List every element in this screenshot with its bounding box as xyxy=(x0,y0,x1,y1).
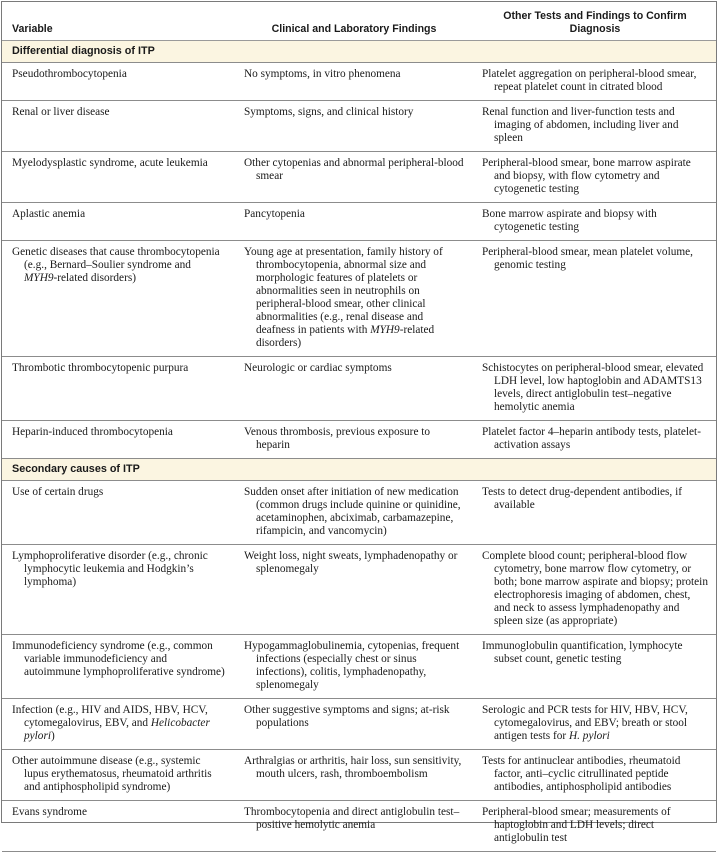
table-row xyxy=(2,357,716,421)
variable-cell: Evans syndrome xyxy=(2,801,234,852)
confirm-tests-cell: Platelet factor 4–heparin antibody tests, platelet-activation assays xyxy=(472,421,716,459)
table-row xyxy=(2,545,716,635)
header-row xyxy=(2,2,716,41)
variable-cell: Use of certain drugs xyxy=(2,481,234,545)
table-row xyxy=(2,241,716,357)
clinical-findings-cell: Young age at presentation, family history of thrombocytopenia, abnormal size and morphologic features of platelets or abnormalities seen in neutrophils on peripheral-blood smear, other clinical abnormalities (e.g., renal disease and deafness in patients with MYH9-related disorders) xyxy=(234,241,472,357)
variable-cell: Genetic diseases that cause thrombocytopenia (e.g., Bernard–Soulier syndrome and MYH9-related disorders) xyxy=(2,241,234,357)
variable-cell: Immunodeficiency syndrome (e.g., common variable immunodeficiency and autoimmune lymphoproliferative syndrome) xyxy=(2,635,234,699)
variable-cell: Infection (e.g., HIV and AIDS, HBV, HCV, cytomegalovirus, EBV, and Helicobacter pylori) xyxy=(2,699,234,750)
header-variable: Variable xyxy=(2,2,234,41)
clinical-findings-cell: Arthralgias or arthritis, hair loss, sun sensitivity, mouth ulcers, rash, thromboembolism xyxy=(234,750,472,801)
table-row xyxy=(2,152,716,203)
variable-cell: Renal or liver disease xyxy=(2,101,234,152)
table-row xyxy=(2,101,716,152)
table-row xyxy=(2,63,716,101)
clinical-findings-cell: Hypogammaglobulinemia, cytopenias, frequent infections (especially chest or sinus infections), colitis, lymphadenopathy, splenomegaly xyxy=(234,635,472,699)
table-row xyxy=(2,635,716,699)
clinical-findings-cell: Thrombocytopenia and direct antiglobulin test–positive hemolytic anemia xyxy=(234,801,472,852)
clinical-findings-cell: Pancytopenia xyxy=(234,203,472,241)
confirm-tests-cell: Platelet aggregation on peripheral-blood smear, repeat platelet count in citrated blood xyxy=(472,63,716,101)
clinical-findings-cell: Neurologic or cardiac symptoms xyxy=(234,357,472,421)
confirm-tests-cell: Schistocytes on peripheral-blood smear, elevated LDH level, low haptoglobin and ADAMTS13 levels, direct antiglobulin test–negative hemolytic anemia xyxy=(472,357,716,421)
header-other-tests: Other Tests and Findings to Confirm Diagnosis xyxy=(472,2,716,41)
clinical-findings-cell: Weight loss, night sweats, lymphadenopathy or splenomegaly xyxy=(234,545,472,635)
clinical-findings-cell: Symptoms, signs, and clinical history xyxy=(234,101,472,152)
confirm-tests-cell: Serologic and PCR tests for HIV, HBV, HCV, cytomegalovirus, and EBV; breath or stool antigen tests for H. pylori xyxy=(472,699,716,750)
table-row xyxy=(2,699,716,750)
table-row xyxy=(2,801,716,852)
table-row xyxy=(2,203,716,241)
confirm-tests-cell: Bone marrow aspirate and biopsy with cytogenetic testing xyxy=(472,203,716,241)
section-title: Differential diagnosis of ITP xyxy=(2,41,716,63)
variable-cell: Thrombotic thrombocytopenic purpura xyxy=(2,357,234,421)
clinical-findings-cell: Other cytopenias and abnormal peripheral-blood smear xyxy=(234,152,472,203)
table-frame xyxy=(1,1,717,844)
variable-cell: Aplastic anemia xyxy=(2,203,234,241)
itp-table xyxy=(2,2,716,852)
confirm-tests-cell: Peripheral-blood smear; measurements of haptoglobin and LDH levels; direct antiglobulin test xyxy=(472,801,716,852)
variable-cell: Other autoimmune disease (e.g., systemic lupus erythematosus, rheumatoid arthritis and antiphospholipid syndrome) xyxy=(2,750,234,801)
clinical-findings-cell: Other suggestive symptoms and signs; at-risk populations xyxy=(234,699,472,750)
section-title: Secondary causes of ITP xyxy=(2,459,716,481)
clinical-findings-cell: No symptoms, in vitro phenomena xyxy=(234,63,472,101)
confirm-tests-cell: Peripheral-blood smear, bone marrow aspirate and biopsy, with flow cytometry and cytogenetic testing xyxy=(472,152,716,203)
confirm-tests-cell: Peripheral-blood smear, mean platelet volume, genomic testing xyxy=(472,241,716,357)
section-row xyxy=(2,459,716,481)
table-row xyxy=(2,481,716,545)
variable-cell: Lymphoproliferative disorder (e.g., chronic lymphocytic leukemia and Hodgkin’s lymphoma) xyxy=(2,545,234,635)
confirm-tests-cell: Tests to detect drug-dependent antibodies, if available xyxy=(472,481,716,545)
header-clinical-findings: Clinical and Laboratory Findings xyxy=(234,2,472,41)
section-row xyxy=(2,41,716,63)
table-row xyxy=(2,421,716,459)
variable-cell: Pseudothrombocytopenia xyxy=(2,63,234,101)
confirm-tests-cell: Immunoglobulin quantification, lymphocyte subset count, genetic testing xyxy=(472,635,716,699)
variable-cell: Heparin-induced thrombocytopenia xyxy=(2,421,234,459)
confirm-tests-cell: Renal function and liver-function tests and imaging of abdomen, including liver and spleen xyxy=(472,101,716,152)
confirm-tests-cell: Tests for antinuclear antibodies, rheumatoid factor, anti–cyclic citrullinated peptide antibodies, antiphospholipid antibodies xyxy=(472,750,716,801)
confirm-tests-cell: Complete blood count; peripheral-blood flow cytometry, bone marrow flow cytometry, or both; bone marrow aspirate and biopsy; protein electrophoresis imaging of abdomen, chest, and neck to assess lymphadenopathy and spleen size (as appropriate) xyxy=(472,545,716,635)
clinical-findings-cell: Sudden onset after initiation of new medication (common drugs include quinine or quinidine, acetaminophen, abciximab, carbamazepine, rifampicin, and vancomycin) xyxy=(234,481,472,545)
clinical-findings-cell: Venous thrombosis, previous exposure to heparin xyxy=(234,421,472,459)
table-row xyxy=(2,750,716,801)
variable-cell: Myelodysplastic syndrome, acute leukemia xyxy=(2,152,234,203)
